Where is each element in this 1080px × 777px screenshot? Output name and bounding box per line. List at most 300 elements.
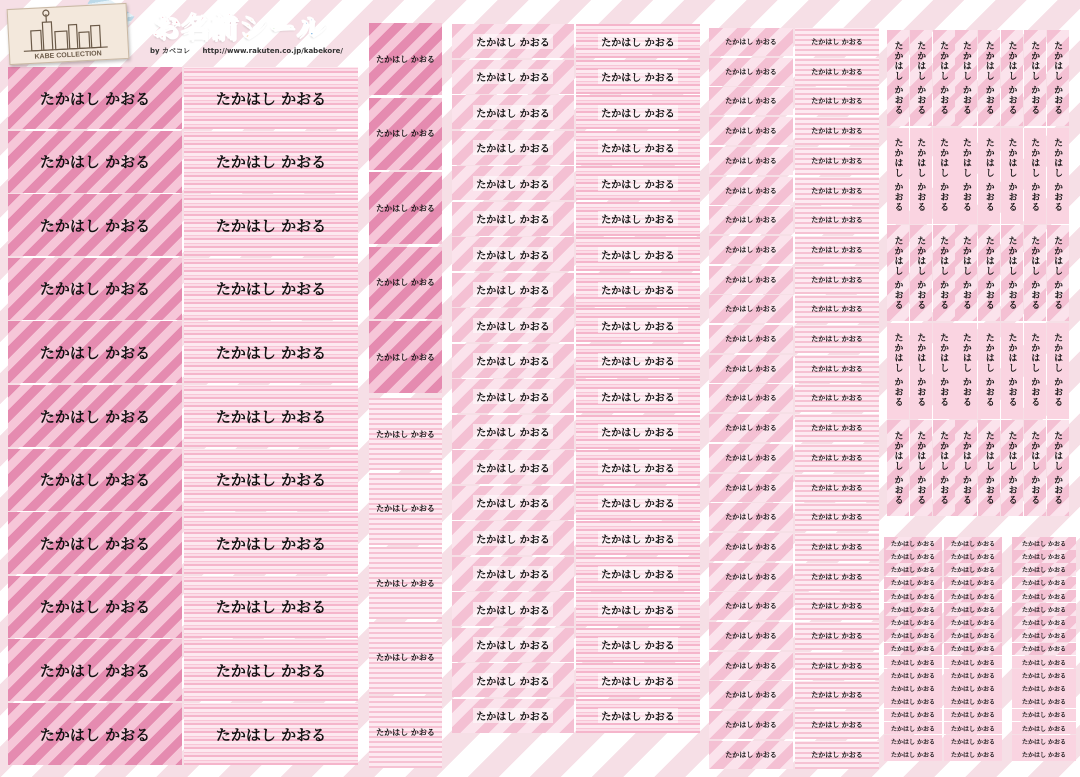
name-sticker <box>8 258 182 320</box>
sticker-name-text: たかはし かおる <box>473 211 552 226</box>
name-sticker <box>978 128 1000 224</box>
sticker-name-text: たかはし かおる <box>1021 567 1067 575</box>
name-sticker <box>944 735 1002 748</box>
name-sticker <box>795 503 879 531</box>
sticker-name-text: たかはし かおる <box>598 424 677 439</box>
sticker-name-text: たかはし かおる <box>811 750 863 759</box>
sticker-name-text: たかはし かおる <box>983 40 994 116</box>
sticker-name-text: たかはし かおる <box>983 430 994 506</box>
name-sticker <box>910 323 932 419</box>
name-sticker <box>910 420 932 516</box>
sticker-name-text: たかはし かおる <box>950 646 996 654</box>
name-sticker <box>184 639 358 701</box>
sticker-name-text: たかはし かおる <box>890 553 936 561</box>
name-sticker <box>1047 420 1069 516</box>
name-sticker <box>795 325 879 353</box>
sticker-name-text: たかはし かおる <box>473 673 552 688</box>
sticker-name-text: たかはし かおる <box>473 389 552 404</box>
sticker-name-text: たかはし かおる <box>376 129 435 138</box>
sticker-name-text: たかはし かおる <box>890 646 936 654</box>
name-sticker <box>944 590 1002 603</box>
sticker-name-text: たかはし かおる <box>376 727 435 737</box>
sticker-name-text: たかはし かおる <box>892 235 903 311</box>
name-sticker <box>1001 128 1023 224</box>
sticker-name-text: たかはし かおる <box>811 483 863 492</box>
sticker-name-text: たかはし かおる <box>598 566 677 581</box>
sticker-name-text: たかはし かおる <box>725 335 777 343</box>
sticker-name-text: たかはし かおる <box>890 725 936 733</box>
name-sticker <box>709 533 793 561</box>
sticker-name-text: たかはし かおる <box>811 275 863 284</box>
name-sticker <box>452 273 574 307</box>
sticker-name-text: たかはし かおる <box>1029 138 1040 213</box>
name-sticker <box>1001 30 1023 126</box>
sticker-name-text: たかはし かおる <box>960 138 971 213</box>
sticker-name-text: たかはし かおる <box>376 504 435 513</box>
sticker-name-text: たかはし かおる <box>376 578 435 588</box>
sticker-name-text: たかはし かおる <box>1021 712 1067 720</box>
sticker-name-text: たかはし かおる <box>983 138 994 213</box>
name-sticker <box>944 695 1002 708</box>
sticker-name-text: たかはし かおる <box>1052 333 1063 408</box>
name-sticker <box>709 563 793 591</box>
name-sticker <box>884 656 942 669</box>
sticker-name-text: たかはし かおる <box>938 333 949 408</box>
name-sticker <box>955 420 977 516</box>
sticker-name-text: たかはし かおる <box>811 424 863 433</box>
name-sticker <box>184 321 358 383</box>
name-sticker <box>1001 323 1023 419</box>
sticker-name-text: たかはし かおる <box>473 602 552 617</box>
name-sticker <box>1012 643 1076 656</box>
title-char: 名 <box>181 11 211 44</box>
name-sticker <box>795 474 879 502</box>
name-sticker <box>795 177 879 205</box>
name-sticker <box>884 629 942 642</box>
sticker-name-text: たかはし かおる <box>725 275 777 284</box>
sticker-name-text: たかはし かおる <box>890 633 936 641</box>
sticker-name-text: たかはし かおる <box>598 247 677 262</box>
sticker-name-text: たかはし かおる <box>725 97 777 106</box>
name-sticker <box>1024 128 1046 224</box>
name-sticker <box>709 355 793 383</box>
sticker-name-text: たかはし かおる <box>725 127 777 136</box>
sticker-name-text: たかはし かおる <box>376 352 435 362</box>
sticker-name-text: たかはし かおる <box>1021 672 1067 680</box>
name-sticker <box>8 321 182 383</box>
sticker-name-text: たかはし かおる <box>950 540 996 548</box>
sticker-name-text: たかはし かおる <box>598 460 677 475</box>
name-sticker <box>1024 323 1046 419</box>
name-sticker <box>709 117 793 145</box>
sticker-name-text: たかはし かおる <box>598 140 677 155</box>
sticker-name-text: たかはし かおる <box>811 364 863 373</box>
name-sticker <box>8 449 182 511</box>
sticker-name-text: たかはし かおる <box>1052 235 1063 311</box>
name-sticker <box>576 166 700 200</box>
name-sticker <box>944 656 1002 669</box>
sticker-name-text: たかはし かおる <box>39 534 151 553</box>
name-sticker <box>369 696 442 768</box>
name-sticker <box>795 444 879 472</box>
sticker-name-text: たかはし かおる <box>811 513 863 522</box>
name-sticker <box>884 748 942 761</box>
sticker-name-text: たかはし かおる <box>473 637 552 652</box>
name-sticker <box>944 577 1002 590</box>
name-sticker <box>884 695 942 708</box>
sticker-name-text: たかはし かおる <box>598 69 677 84</box>
page-title <box>152 6 326 46</box>
sticker-name-text: たかはし かおる <box>950 725 996 733</box>
sticker-name-text: たかはし かおる <box>725 156 777 165</box>
sticker-name-text: たかはし かおる <box>1021 580 1067 588</box>
sticker-name-text: たかはし かおる <box>473 34 552 49</box>
name-sticker <box>452 450 574 484</box>
sticker-name-text: たかはし かおる <box>1021 540 1067 548</box>
sticker-name-text: たかはし かおる <box>215 407 327 426</box>
name-sticker <box>1012 577 1076 590</box>
sticker-name-text: たかはし かおる <box>725 602 777 611</box>
name-sticker <box>709 295 793 323</box>
name-sticker <box>795 117 879 145</box>
sticker-name-text: たかはし かおる <box>598 353 677 368</box>
shop-url: http://www.rakuten.co.jp/kabekore/ <box>202 47 343 55</box>
sticker-name-text: たかはし かおる <box>1021 606 1067 614</box>
name-sticker <box>452 237 574 271</box>
title-char: ル <box>296 11 326 44</box>
sticker-name-text: たかはし かおる <box>376 203 435 213</box>
sticker-name-text: たかはし かおる <box>950 738 996 746</box>
name-sticker <box>910 225 932 321</box>
sticker-name-text: たかはし かおる <box>960 235 971 311</box>
sticker-name-text: たかはし かおる <box>473 282 552 297</box>
byline <box>150 46 343 56</box>
name-sticker <box>933 225 955 321</box>
sticker-name-text: たかはし かおる <box>215 725 327 744</box>
name-sticker <box>1012 669 1076 682</box>
sticker-name-text: たかはし かおる <box>811 156 863 165</box>
name-sticker <box>887 30 909 126</box>
name-sticker <box>709 206 793 234</box>
sticker-name-text: たかはし かおる <box>598 389 677 404</box>
name-sticker <box>709 681 793 709</box>
sticker-name-text: たかはし かおる <box>1021 633 1067 641</box>
name-sticker <box>795 592 879 620</box>
name-sticker <box>887 225 909 321</box>
name-sticker <box>576 521 700 555</box>
name-sticker <box>184 512 358 574</box>
sticker-name-text: たかはし かおる <box>892 40 903 116</box>
sticker-name-text: たかはし かおる <box>950 619 996 627</box>
name-sticker <box>452 415 574 449</box>
sticker-name-text: たかはし かおる <box>915 40 926 116</box>
sticker-name-text: たかはし かおる <box>811 38 863 46</box>
name-sticker <box>576 592 700 626</box>
sticker-name-text: たかはし かおる <box>950 633 996 641</box>
sticker-name-text: たかはし かおる <box>811 632 863 640</box>
name-sticker <box>369 247 442 319</box>
name-sticker <box>978 323 1000 419</box>
name-sticker <box>944 643 1002 656</box>
sticker-name-text: たかはし かおる <box>938 40 949 116</box>
name-sticker <box>8 703 182 765</box>
name-sticker <box>369 622 442 694</box>
sticker-name-text: たかはし かおる <box>938 138 949 213</box>
name-sticker <box>452 95 574 129</box>
sticker-name-text: たかはし かおる <box>1021 553 1067 561</box>
sticker-name-text: たかはし かおる <box>960 430 971 506</box>
sticker-name-text: たかはし かおる <box>890 672 936 680</box>
name-sticker <box>1001 420 1023 516</box>
sticker-name-text: たかはし かおる <box>1021 593 1067 601</box>
sticker-name-text: たかはし かおる <box>598 282 677 297</box>
sticker-name-text: たかはし かおる <box>950 580 996 588</box>
sticker-name-text: たかはし かおる <box>811 661 863 670</box>
name-sticker <box>1012 563 1076 576</box>
name-sticker <box>795 414 879 442</box>
sticker-name-text: たかはし かおる <box>1006 430 1017 506</box>
name-sticker <box>576 131 700 165</box>
name-sticker <box>576 379 700 413</box>
sticker-name-text: たかはし かおる <box>39 89 151 108</box>
name-sticker <box>709 236 793 264</box>
sticker-name-text: たかはし かおる <box>1006 235 1017 311</box>
name-sticker <box>452 628 574 662</box>
sticker-name-text: たかはし かおる <box>950 699 996 707</box>
title-char: シ <box>239 11 269 44</box>
name-sticker <box>1012 682 1076 695</box>
sticker-name-text: たかはし かおる <box>1006 138 1017 213</box>
name-sticker <box>1012 590 1076 603</box>
sticker-name-text: たかはし かおる <box>811 572 863 581</box>
name-sticker <box>369 98 442 170</box>
sticker-name-text: たかはし かおる <box>473 247 552 262</box>
sticker-name-text: たかはし かおる <box>376 278 435 287</box>
name-sticker <box>884 643 942 656</box>
name-sticker <box>944 550 1002 563</box>
sticker-name-text: たかはし かおる <box>473 353 552 368</box>
name-sticker <box>8 385 182 447</box>
name-sticker <box>887 323 909 419</box>
name-sticker <box>709 87 793 115</box>
name-sticker <box>709 147 793 175</box>
sticker-name-text: たかはし かおる <box>915 235 926 311</box>
name-sticker <box>709 741 793 769</box>
name-sticker <box>369 172 442 244</box>
name-sticker <box>910 128 932 224</box>
name-sticker <box>709 58 793 86</box>
name-sticker <box>795 295 879 323</box>
name-sticker <box>795 147 879 175</box>
sticker-name-text: たかはし かおる <box>950 751 996 759</box>
sticker-name-text: たかはし かおる <box>725 453 777 462</box>
sticker-name-text: たかはし かおる <box>1021 699 1067 707</box>
sticker-name-text: たかはし かおる <box>915 138 926 213</box>
sticker-name-text: たかはし かおる <box>890 738 936 746</box>
name-sticker <box>709 503 793 531</box>
sticker-name-text: たかはし かおる <box>811 721 863 730</box>
name-sticker <box>1012 735 1076 748</box>
sticker-name-text: たかはし かおる <box>215 280 327 299</box>
sticker-name-text: たかはし かおる <box>725 67 777 76</box>
name-sticker <box>452 663 574 697</box>
sticker-name-text: たかはし かおる <box>598 176 677 191</box>
name-sticker <box>709 592 793 620</box>
sticker-name-text: たかはし かおる <box>39 471 151 490</box>
name-sticker <box>709 622 793 650</box>
name-sticker <box>795 58 879 86</box>
name-sticker <box>576 24 700 58</box>
sticker-name-text: たかはし かおる <box>1021 685 1067 693</box>
svg-text:KABE COLLECTION: KABE COLLECTION <box>34 50 102 61</box>
sticker-name-text: たかはし かおる <box>811 602 863 611</box>
sticker-name-text: たかはし かおる <box>215 471 327 490</box>
name-sticker <box>884 616 942 629</box>
name-sticker <box>452 592 574 626</box>
sticker-name-text: たかはし かおる <box>915 430 926 506</box>
name-sticker <box>576 628 700 662</box>
sticker-name-text: たかはし かおる <box>473 69 552 84</box>
sticker-name-text: たかはし かおる <box>376 653 435 662</box>
sticker-name-text: たかはし かおる <box>950 606 996 614</box>
sticker-name-text: たかはし かおる <box>39 343 151 362</box>
name-sticker <box>944 669 1002 682</box>
name-sticker <box>955 30 977 126</box>
name-sticker <box>795 87 879 115</box>
sticker-name-text: たかはし かおる <box>473 176 552 191</box>
name-sticker <box>576 557 700 591</box>
name-sticker <box>8 131 182 193</box>
name-sticker <box>944 748 1002 761</box>
name-sticker <box>933 323 955 419</box>
sticker-name-text: たかはし かおる <box>950 712 996 720</box>
name-sticker <box>576 202 700 236</box>
sticker-name-text: たかはし かおる <box>1006 333 1017 408</box>
sticker-name-text: たかはし かおる <box>890 659 936 667</box>
name-sticker <box>1047 30 1069 126</box>
sticker-name-text: たかはし かおる <box>950 659 996 667</box>
name-sticker <box>955 128 977 224</box>
name-sticker <box>8 194 182 256</box>
name-sticker <box>795 563 879 591</box>
name-sticker <box>944 629 1002 642</box>
title-char: お <box>152 11 182 44</box>
sticker-name-text: たかはし かおる <box>598 531 677 546</box>
sticker-name-text: たかはし かおる <box>725 691 777 700</box>
sticker-name-text: たかはし かおる <box>725 721 777 730</box>
sticker-name-text: たかはし かおる <box>950 593 996 601</box>
name-sticker <box>944 537 1002 550</box>
sticker-name-text: たかはし かおる <box>725 305 777 314</box>
name-sticker <box>795 681 879 709</box>
sticker-name-text: たかはし かおる <box>950 685 996 693</box>
sticker-name-text: たかはし かおる <box>725 632 777 640</box>
name-sticker <box>709 652 793 680</box>
byline-text: by カベコレ <box>150 47 191 55</box>
name-sticker <box>576 415 700 449</box>
sticker-name-text: たかはし かおる <box>725 424 777 433</box>
name-sticker <box>576 308 700 342</box>
sticker-name-text: たかはし かおる <box>811 186 863 195</box>
sticker-name-text: たかはし かおる <box>725 245 777 254</box>
name-sticker <box>184 194 358 256</box>
sticker-name-text: たかはし かおる <box>39 407 151 426</box>
name-sticker <box>944 603 1002 616</box>
name-sticker <box>944 563 1002 576</box>
sticker-name-text: たかはし かおる <box>890 540 936 548</box>
sticker-name-text: たかはし かおる <box>473 566 552 581</box>
sticker-name-text: たかはし かおる <box>1052 430 1063 506</box>
sticker-name-text: たかはし かおる <box>725 216 777 225</box>
name-sticker <box>1012 629 1076 642</box>
name-sticker <box>452 521 574 555</box>
sticker-name-text: たかはし かおる <box>473 140 552 155</box>
name-sticker <box>369 321 442 393</box>
sticker-name-text: たかはし かおる <box>473 531 552 546</box>
sticker-name-text: たかはし かおる <box>1029 40 1040 116</box>
sticker-name-text: たかはし かおる <box>890 751 936 759</box>
name-sticker <box>184 131 358 193</box>
name-sticker <box>709 28 793 56</box>
sticker-name-text: たかはし かおる <box>725 750 777 759</box>
sticker-name-text: たかはし かおる <box>376 54 435 64</box>
sticker-name-text: たかはし かおる <box>915 333 926 408</box>
sticker-name-text: たかはし かおる <box>39 725 151 744</box>
sticker-name-text: たかはし かおる <box>39 153 151 172</box>
sticker-name-text: たかはし かおる <box>1021 659 1067 667</box>
name-sticker <box>933 30 955 126</box>
sticker-name-text: たかはし かおる <box>473 460 552 475</box>
sticker-name-text: たかはし かおる <box>1052 138 1063 213</box>
sticker-name-text: たかはし かおる <box>598 105 677 120</box>
sticker-name-text: たかはし かおる <box>811 335 863 343</box>
name-sticker <box>1012 709 1076 722</box>
sticker-name-text: たかはし かおる <box>39 661 151 680</box>
sticker-name-text: たかはし かおる <box>473 105 552 120</box>
name-sticker <box>887 420 909 516</box>
sticker-name-text: たかはし かおる <box>811 245 863 254</box>
sticker-name-text: たかはし かおる <box>811 691 863 700</box>
sticker-name-text: たかはし かおる <box>725 364 777 373</box>
name-sticker <box>795 741 879 769</box>
name-sticker <box>452 131 574 165</box>
name-sticker <box>1012 695 1076 708</box>
name-sticker <box>795 652 879 680</box>
sticker-name-text: たかはし かおる <box>215 343 327 362</box>
sticker-name-text: たかはし かおる <box>39 598 151 617</box>
name-sticker <box>1012 722 1076 735</box>
name-sticker <box>709 444 793 472</box>
sticker-name-text: たかはし かおる <box>811 127 863 136</box>
name-sticker <box>884 550 942 563</box>
name-sticker <box>1012 616 1076 629</box>
name-sticker <box>1047 323 1069 419</box>
sticker-name-text: たかはし かおる <box>950 672 996 680</box>
sticker-name-text: たかはし かおる <box>890 699 936 707</box>
sticker-name-text: たかはし かおる <box>725 394 777 403</box>
sticker-name-text: たかはし かおる <box>1021 646 1067 654</box>
name-sticker <box>795 384 879 412</box>
name-sticker <box>884 577 942 590</box>
name-sticker <box>884 722 942 735</box>
name-sticker <box>884 603 942 616</box>
sticker-name-text: たかはし かおる <box>1021 725 1067 733</box>
name-sticker <box>1012 537 1076 550</box>
title-char: 前 <box>210 11 240 44</box>
sticker-name-text: たかはし かおる <box>598 602 677 617</box>
sticker-name-text: たかはし かおる <box>1029 430 1040 506</box>
name-sticker <box>576 344 700 378</box>
